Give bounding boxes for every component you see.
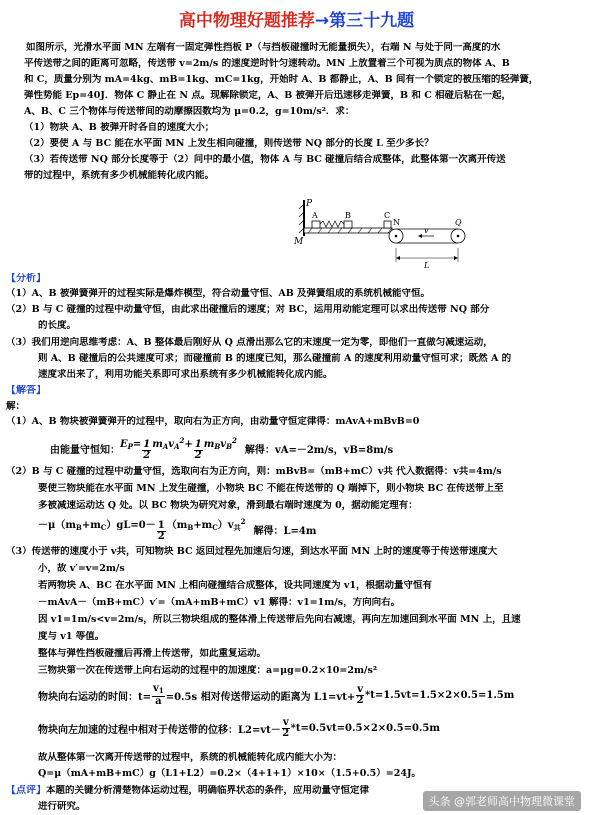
energy-prefix: 由能量守恒知： — [50, 445, 120, 456]
comment-heading: 【点评】 — [6, 785, 46, 796]
block-a — [312, 221, 320, 228]
solution-step3-line: 度与 v1 等值。 — [38, 631, 105, 642]
title-arrow: → — [314, 11, 330, 31]
solution-step2-line: 多被减速运动达 Q 处。以 BC 物块为研究对象，滑到最右端时速度为 0，据动能定理有： — [38, 500, 418, 511]
solution-step3-line: 整体与弹性挡板碰撞后再滑上传送带，如此重复运动。 — [38, 648, 267, 659]
analysis-line: 则 A、B 碰撞后的公共速度可求；而碰撞前 B 的速度已知，那么碰撞前 A 的速度利用动量守恒可求；既然 A 的 — [38, 353, 512, 364]
analysis-line: 的长度。 — [38, 320, 77, 331]
problem-line: A、B、C 三个物体与传送带间的动摩擦因数均为 μ=0.2，g=10m/s²．求： — [24, 106, 355, 117]
solution-step1-line: （1）A、B 物块被弹簧弹开的过程中，取向右为正方向，由动量守恒定律得：mAvA+mBvB=0 — [6, 416, 420, 427]
problem-question-1: （1）物块 A、B 被弹开时各自的速度大小； — [24, 122, 215, 133]
label-p: P — [306, 199, 313, 209]
label-m: M — [294, 237, 304, 247]
energy-formula: $E_P=$ $\frac{1}{2}$ $m_Av_A^2+$ $\frac{1}{2}$ $m_Bv_B^2$ — [120, 436, 237, 461]
solution-step3-line: －mAvA－（mB+mC）v′=（mA+mB+mC）v1 解得：v1=1m/s，方向向右。 — [38, 597, 401, 608]
title-main: 高中物理好题推荐 — [178, 11, 315, 31]
label-c: C — [384, 211, 391, 220]
kinetic-formula: $-\mu(m_B+m_C)gL=0-$ $\frac{1}{2}$ $(m_B+m_C)v_共^2$ — [38, 517, 246, 542]
solution-step3-line: （3）传送带的速度小于 v共，可知物块 BC 返回过程先加速后匀速，到达水平面 MN 上时的速度等于传送带速度大 — [6, 546, 498, 557]
solution-step3-line: 小，故 v′=v=2m/s — [38, 563, 125, 574]
step1-result: 解得：vA=－2m/s，vB=8m/s — [244, 445, 394, 456]
label-n: N — [393, 218, 400, 227]
watermark: 头条 @郭老师高中物理微课堂 — [423, 791, 582, 811]
problem-line: 和 C，质量分别为 mA=4kg、mB=1kg、mC=1kg，开始时 A、B 都静止，A、B 间有一个锁定的被压缩的轻弹簧， — [24, 74, 539, 85]
right-distance-result: *t=1.5vt=1.5×2×0.5=1.5m — [365, 690, 515, 701]
block-c — [384, 221, 391, 228]
solution-heading: 【解答】 — [6, 385, 46, 396]
solution-step3-line: 若两物块 A、BC 在水平面 MN 上相向碰撞结合成整体，设共同速度为 v1，根据动量守恒有 — [38, 580, 433, 591]
problem-question-3: （3）若传送带 NQ 部分长度等于（2）问中的最小值，物体 A 与 BC 碰撞后结合成整体，此整体第一次离开传送 — [24, 154, 506, 165]
analysis-heading: 【分析】 — [6, 273, 46, 284]
left-motion-equation: 物块向左加速的过程中相对于传送带的位移：L2=vt－ $\frac{v}{2}$ *t=0.5vt=0.5×2×0.5=0.5m — [38, 717, 440, 739]
analysis-line: （2）B 与 C 碰撞的过程中动量守恒，由此求出碰撞后的速度；对 BC，运用用动能定理可以求出传送带 NQ 部分 — [6, 304, 490, 315]
right-motion-equation: 物块向右运动的时间：t= $\frac{v_1}{a}$ =0.5s 相对传送带运动的距离为 L1=vt+ $\frac{v}{2}$ *t=1.5vt=1.5×2×0.5=1.5m — [38, 683, 515, 707]
spring — [320, 221, 344, 227]
comment-line: 进行研究。 — [38, 801, 86, 812]
page-title — [0, 6, 593, 31]
title-sub: 第三十九题 — [329, 11, 415, 31]
energy-equation — [50, 436, 393, 461]
solution-step2-line: 要使三物块能在水平面 MN 上发生碰撞，小物块 BC 不能在传送带的 Q 端掉下，则小物块 BC 在传送带上至 — [38, 483, 504, 494]
solution-step3-line: 因 v1=1m/s<v=2m/s，所以三物块组成的整体滑上传送带后先向右减速，再向左加速回到水平面 MN 上，且速 — [38, 614, 521, 625]
problem-question-2: （2）要使 A 与 BC 能在水平面 MN 上发生相向碰撞，则传送带 NQ 部分的长度 L 至少多长？ — [24, 138, 434, 149]
label-q: Q — [455, 218, 462, 227]
analysis-line: （3）我们用逆向思维考虑：A、B 整体最后刚好从 Q 点滑出那么它的末速度一定为零，即他们一直做匀减速运动， — [6, 337, 493, 348]
problem-line: 带的过程中，系统有多少机械能转化成内能。 — [24, 170, 215, 181]
problem-line: 弹性势能 Ep=40J．物体 C 静止在 N 点。现解除锁定，A、B 被弹开后迅速移走弹簧，B 和 C 相碰后粘在一起， — [24, 90, 512, 101]
comment-text: 本题的关键分析清楚物体运动过程，明确临界状态的条件，应用动量守恒定律 — [46, 785, 370, 796]
label-a: A — [312, 211, 318, 220]
label-v: v — [424, 226, 429, 235]
problem-line: 如图所示，光滑水平面 MN 左端有一固定弹性挡板 P（与挡板碰撞时无能量损失），右端 N 与处于同一高度的水 — [26, 42, 501, 53]
left-displacement-result: *t=0.5vt=0.5×2×0.5=0.5m — [290, 723, 440, 734]
solution-step3-line: 三物块第一次在传送带上向右运动的过程中的加速度：a=μg=0.2×10=2m/s² — [38, 665, 377, 676]
block-b — [344, 221, 352, 228]
step2-result: 解得：L=4m — [253, 525, 317, 537]
kinetic-energy-equation — [38, 516, 316, 542]
analysis-line: （1）A、B 被弹簧弹开的过程实际是爆炸模型，符合动量守恒、AB 及弹簧组成的系统机械能守恒。 — [6, 288, 431, 299]
right-distance-label: =0.5s 相对传送带运动的距离为 L1=vt+ — [165, 692, 356, 703]
solution-step3-line: 故从整体第一次离开传送带的过程中，系统的机械能转化成内能大小为： — [38, 752, 343, 763]
right-time-label: 物块向右运动的时间：t= — [38, 692, 151, 703]
label-l: L — [424, 261, 430, 270]
label-b: B — [345, 211, 351, 220]
physics-diagram — [292, 192, 482, 270]
final-answer: Q=μ（mA+mB+mC）g（L1+L2）=0.2×（4+1+1）×10×（1.5+0.5）=24J。 — [38, 768, 421, 779]
solution-step2-line: （2）B 与 C 碰撞的过程中动量守恒，选取向右为正方向，则：mBvB=（mB+mC）v共 代入数据得：v共=4m/s — [6, 466, 502, 477]
analysis-line: 速度求出来了，利用功能关系即可求出系统有多少机械能转化成内能。 — [38, 369, 333, 380]
problem-line: 平传送带之间的距离可忽略，传送带 v=2m/s 的速度逆时针匀速转动。MN 上放置着三个可视为质点的物体 A、B — [24, 58, 510, 69]
solution-label: 解： — [6, 401, 26, 412]
left-displacement-label: 物块向左加速的过程中相对于传送带的位移：L2=vt－ — [38, 725, 281, 736]
